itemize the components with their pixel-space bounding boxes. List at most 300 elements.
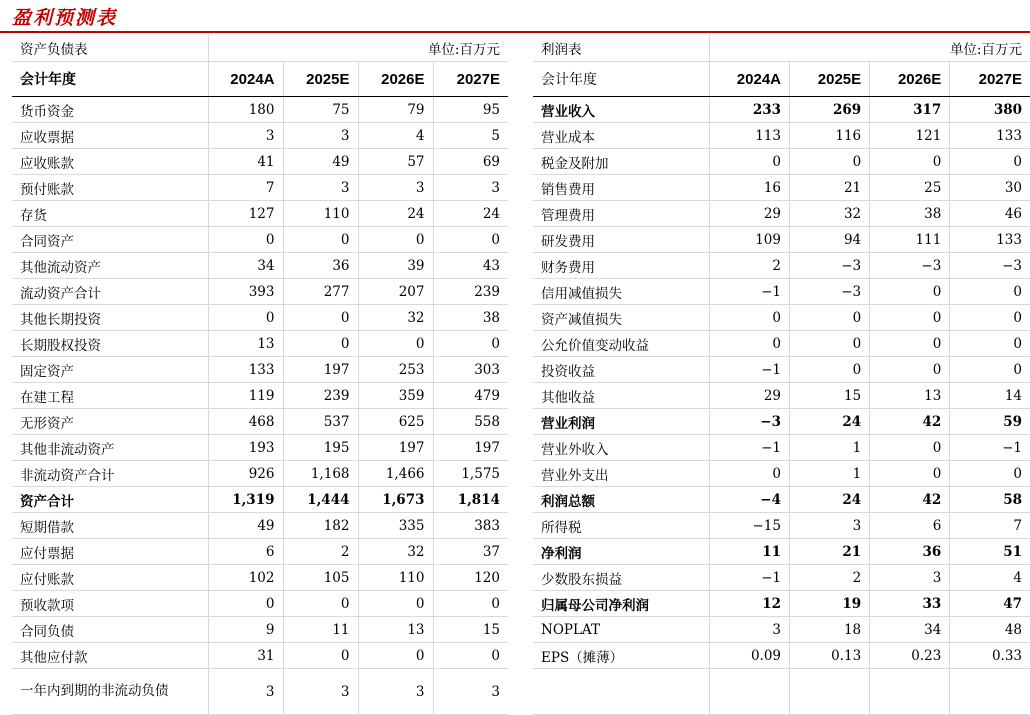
income-statement-row-label: 营业外支出: [533, 461, 709, 487]
income-statement-cell: −3: [790, 279, 870, 305]
title-bar: [0, 0, 1030, 33]
income-statement-table: [533, 35, 1030, 715]
income-statement-cell: 24: [790, 487, 870, 513]
balance-sheet-row-label: 预收款项: [12, 591, 208, 617]
income-statement-cell: −3: [709, 409, 789, 435]
balance-sheet-row: [12, 383, 508, 409]
income-statement-row: [533, 305, 1030, 331]
income-statement-cell: 14: [950, 383, 1030, 409]
title-divider: [0, 31, 1030, 33]
income-statement-cell: 116: [790, 123, 870, 149]
income-statement-cell: −1: [709, 357, 789, 383]
income-statement-row: [533, 201, 1030, 227]
balance-sheet-cell: 0: [283, 305, 358, 331]
balance-sheet-row-label: 无形资产: [12, 409, 208, 435]
income-statement-cell: 113: [709, 123, 789, 149]
balance-sheet-cell: 253: [358, 357, 433, 383]
income-statement-row: [533, 357, 1030, 383]
balance-sheet-cell: 0: [208, 227, 283, 253]
income-statement-cell: 0: [790, 305, 870, 331]
balance-sheet-row: [12, 513, 508, 539]
income-statement-cell: 121: [870, 123, 950, 149]
income-statement-cell: 51: [950, 539, 1030, 565]
balance-sheet-cell: 24: [433, 201, 508, 227]
balance-sheet-cell: 69: [433, 149, 508, 175]
income-statement-unit: 单位:百万元: [709, 35, 1030, 62]
balance-sheet-row: [12, 643, 508, 669]
income-statement-row-label: 营业收入: [533, 97, 709, 123]
income-statement-cell: 0: [950, 461, 1030, 487]
balance-sheet-row: [12, 201, 508, 227]
balance-sheet-cell: 133: [208, 357, 283, 383]
income-statement-cell: 42: [870, 487, 950, 513]
income-statement-row-label: 管理费用: [533, 201, 709, 227]
income-statement-cell: 0: [870, 149, 950, 175]
income-statement-cell: 269: [790, 97, 870, 123]
income-statement-cell: 13: [870, 383, 950, 409]
balance-sheet-name: 资产负债表: [12, 35, 208, 62]
income-statement-cell: 3: [709, 617, 789, 643]
income-statement-year: 2026E: [870, 62, 950, 97]
income-statement-year: 2025E: [790, 62, 870, 97]
income-statement-cell: 48: [950, 617, 1030, 643]
income-statement-row: [533, 617, 1030, 643]
income-statement-cell: −1: [709, 279, 789, 305]
income-statement-cell: 0: [790, 357, 870, 383]
income-statement-cell: 2: [790, 565, 870, 591]
balance-sheet-row: [12, 175, 508, 201]
balance-sheet-cell: 0: [208, 591, 283, 617]
balance-sheet-cell: 3: [208, 123, 283, 149]
income-statement-row: [533, 409, 1030, 435]
income-statement-cell: 109: [709, 227, 789, 253]
income-statement-row-label: [533, 669, 709, 715]
balance-sheet-cell: 127: [208, 201, 283, 227]
income-statement-row-label: 营业成本: [533, 123, 709, 149]
income-statement-cell: 0: [790, 331, 870, 357]
income-statement-row-label: 资产减值损失: [533, 305, 709, 331]
balance-sheet-row-label: 短期借款: [12, 513, 208, 539]
balance-sheet-cell: 197: [433, 435, 508, 461]
income-statement-cell: 3: [870, 565, 950, 591]
income-statement-row: [533, 513, 1030, 539]
income-statement-header-row: [533, 62, 1030, 97]
balance-sheet-cell: 2: [283, 539, 358, 565]
balance-sheet-row: [12, 253, 508, 279]
income-statement-cell: −1: [950, 435, 1030, 461]
income-statement-cell: [870, 669, 950, 715]
balance-sheet-cell: 75: [283, 97, 358, 123]
balance-sheet-cell: 39: [358, 253, 433, 279]
income-statement-cell: 0: [950, 357, 1030, 383]
income-statement-cell: 0: [950, 305, 1030, 331]
balance-sheet-cell: 195: [283, 435, 358, 461]
income-statement-cell: 47: [950, 591, 1030, 617]
balance-sheet-row: [12, 357, 508, 383]
balance-sheet-cell: 0: [283, 591, 358, 617]
income-statement-cell: 16: [709, 175, 789, 201]
balance-sheet-cell: 625: [358, 409, 433, 435]
income-statement-cell: 0: [709, 305, 789, 331]
balance-sheet-row-label: 应付票据: [12, 539, 208, 565]
balance-sheet-cell: 1,575: [433, 461, 508, 487]
income-statement-cell: 15: [790, 383, 870, 409]
balance-sheet-table: [12, 35, 508, 715]
income-statement-row: [533, 539, 1030, 565]
page-title: 盈利预测表: [12, 7, 118, 29]
income-statement-row-label: 财务费用: [533, 253, 709, 279]
balance-sheet-cell: 5: [433, 123, 508, 149]
balance-sheet-cell: 0: [358, 331, 433, 357]
balance-sheet-cell: 3: [358, 175, 433, 201]
balance-sheet-cell: 0: [358, 643, 433, 669]
balance-sheet-cell: 110: [358, 565, 433, 591]
income-statement-cell: [709, 669, 789, 715]
balance-sheet-cell: 57: [358, 149, 433, 175]
balance-sheet-cell: 43: [433, 253, 508, 279]
balance-sheet-row-label: 预付账款: [12, 175, 208, 201]
income-statement-year: 2024A: [709, 62, 789, 97]
income-statement-cell: 24: [790, 409, 870, 435]
income-statement-row-label: 营业外收入: [533, 435, 709, 461]
balance-sheet-row: [12, 591, 508, 617]
income-statement-cell: 1: [790, 461, 870, 487]
balance-sheet-cell: 37: [433, 539, 508, 565]
balance-sheet-cell: 102: [208, 565, 283, 591]
income-statement-cell: 233: [709, 97, 789, 123]
income-statement-row: [533, 643, 1030, 669]
income-statement-name: 利润表: [533, 35, 709, 62]
balance-sheet-cell: 13: [358, 617, 433, 643]
balance-sheet-cell: 277: [283, 279, 358, 305]
income-statement-cell: 0: [870, 357, 950, 383]
income-statement-cell: 0: [870, 279, 950, 305]
balance-sheet-cell: 383: [433, 513, 508, 539]
balance-sheet-row-label: 资产合计: [12, 487, 208, 513]
balance-sheet-row: [12, 123, 508, 149]
balance-sheet-row-label: 其他流动资产: [12, 253, 208, 279]
balance-sheet-row-label: 合同资产: [12, 227, 208, 253]
income-statement-row-label: 信用减值损失: [533, 279, 709, 305]
income-statement-cell: 21: [790, 175, 870, 201]
balance-sheet-year: 2027E: [433, 62, 508, 97]
income-statement-row-label: 所得税: [533, 513, 709, 539]
balance-sheet-header-row: [12, 62, 508, 97]
balance-sheet-row-label: 其他应付款: [12, 643, 208, 669]
table-gap: [508, 35, 533, 711]
balance-sheet-cell: 468: [208, 409, 283, 435]
income-statement-row-label: 税金及附加: [533, 149, 709, 175]
income-statement-header-label: 会计年度: [533, 62, 709, 97]
income-statement-cell: 33: [870, 591, 950, 617]
balance-sheet-row: [12, 461, 508, 487]
income-statement-row: [533, 331, 1030, 357]
balance-sheet-row-label: 其他非流动资产: [12, 435, 208, 461]
income-statement-cell: 0: [950, 149, 1030, 175]
balance-sheet-cell: 1,319: [208, 487, 283, 513]
income-statement-row-label: NOPLAT: [533, 617, 709, 643]
income-statement-cell: −1: [709, 435, 789, 461]
balance-sheet-cell: 49: [283, 149, 358, 175]
income-statement-cell: 3: [790, 513, 870, 539]
income-statement-cell: 0: [950, 279, 1030, 305]
balance-sheet-row: [12, 487, 508, 513]
income-statement-cell: 2: [709, 253, 789, 279]
income-statement-cell: 317: [870, 97, 950, 123]
balance-sheet-cell: 3: [358, 669, 433, 715]
income-statement-row-label: 少数股东损益: [533, 565, 709, 591]
balance-sheet-cell: 0: [283, 643, 358, 669]
balance-sheet-cell: 3: [433, 175, 508, 201]
income-statement-row: [533, 461, 1030, 487]
income-statement-row-label: 归属母公司净利润: [533, 591, 709, 617]
income-statement-row-label: EPS（摊薄）: [533, 643, 709, 669]
balance-sheet-cell: 32: [358, 305, 433, 331]
income-statement-row: [533, 591, 1030, 617]
balance-sheet-cell: 3: [283, 123, 358, 149]
income-statement-row: [533, 565, 1030, 591]
balance-sheet-cell: 180: [208, 97, 283, 123]
income-statement-cell: 38: [870, 201, 950, 227]
balance-sheet-cell: 182: [283, 513, 358, 539]
balance-sheet-cell: 6: [208, 539, 283, 565]
balance-sheet-cell: 3: [208, 669, 283, 715]
balance-sheet-year: 2024A: [208, 62, 283, 97]
balance-sheet-cell: 0: [358, 591, 433, 617]
balance-sheet-cell: 4: [358, 123, 433, 149]
balance-sheet-row-label: 合同负债: [12, 617, 208, 643]
balance-sheet-cell: 197: [283, 357, 358, 383]
income-statement-cell: −3: [870, 253, 950, 279]
balance-sheet-row-label: 一年内到期的非流动负债: [12, 669, 208, 715]
balance-sheet-year: 2025E: [283, 62, 358, 97]
balance-sheet-cell: 0: [283, 331, 358, 357]
income-statement-cell: 42: [870, 409, 950, 435]
balance-sheet-cell: 926: [208, 461, 283, 487]
balance-sheet-row-label: 其他长期投资: [12, 305, 208, 331]
balance-sheet-cell: 303: [433, 357, 508, 383]
income-statement-cell: 1: [790, 435, 870, 461]
income-statement-row: [533, 175, 1030, 201]
income-statement-row-label: 利润总额: [533, 487, 709, 513]
balance-sheet-cell: 0: [433, 643, 508, 669]
balance-sheet-cell: 15: [433, 617, 508, 643]
income-statement-cell: 25: [870, 175, 950, 201]
balance-sheet-cell: 41: [208, 149, 283, 175]
income-statement-cell: 0.13: [790, 643, 870, 669]
income-statement-year: 2027E: [950, 62, 1030, 97]
income-statement-row: [533, 279, 1030, 305]
income-statement-cell: 46: [950, 201, 1030, 227]
balance-sheet-cell: 120: [433, 565, 508, 591]
balance-sheet-row: [12, 279, 508, 305]
income-statement-cell: 29: [709, 383, 789, 409]
income-statement-row-label: 营业利润: [533, 409, 709, 435]
income-statement-cell: 18: [790, 617, 870, 643]
income-statement-cell: 58: [950, 487, 1030, 513]
balance-sheet-cell: 0: [433, 331, 508, 357]
income-statement-cell: 21: [790, 539, 870, 565]
balance-sheet-row-label: 非流动资产合计: [12, 461, 208, 487]
income-statement-cell: 29: [709, 201, 789, 227]
income-statement-cell: 0: [709, 331, 789, 357]
income-statement-cell: 7: [950, 513, 1030, 539]
balance-sheet-cell: 239: [283, 383, 358, 409]
balance-sheet-row-label: 应收票据: [12, 123, 208, 149]
income-statement-row: [533, 149, 1030, 175]
balance-sheet-cell: 95: [433, 97, 508, 123]
balance-sheet-year: 2026E: [358, 62, 433, 97]
balance-sheet-row: [12, 227, 508, 253]
income-statement-cell: 0: [790, 149, 870, 175]
balance-sheet-cell: 558: [433, 409, 508, 435]
income-statement-row-label: 公允价值变动收益: [533, 331, 709, 357]
income-statement-cell: 19: [790, 591, 870, 617]
balance-sheet-cell: 335: [358, 513, 433, 539]
income-statement-caption-row: [533, 35, 1030, 62]
income-statement-cell: 0: [870, 331, 950, 357]
balance-sheet-cell: 11: [283, 617, 358, 643]
income-statement-cell: 0.09: [709, 643, 789, 669]
balance-sheet-cell: 1,444: [283, 487, 358, 513]
income-statement-cell: 6: [870, 513, 950, 539]
balance-sheet-row-label: 货币资金: [12, 97, 208, 123]
income-statement-cell: 0: [870, 461, 950, 487]
balance-sheet-row-label: 长期股权投资: [12, 331, 208, 357]
balance-sheet-header-label: 会计年度: [12, 62, 208, 97]
balance-sheet-cell: 105: [283, 565, 358, 591]
income-statement-cell: [950, 669, 1030, 715]
balance-sheet-cell: 1,168: [283, 461, 358, 487]
income-statement-cell: 0.33: [950, 643, 1030, 669]
income-statement-row-label: 净利润: [533, 539, 709, 565]
balance-sheet-cell: 0: [358, 227, 433, 253]
balance-sheet-row-label: 应收账款: [12, 149, 208, 175]
income-statement-cell: 380: [950, 97, 1030, 123]
income-statement-cell: 0: [709, 149, 789, 175]
income-statement-cell: 94: [790, 227, 870, 253]
balance-sheet-cell: 38: [433, 305, 508, 331]
balance-sheet-cell: 197: [358, 435, 433, 461]
balance-sheet-cell: 0: [208, 305, 283, 331]
balance-sheet-cell: 24: [358, 201, 433, 227]
balance-sheet-cell: 0: [433, 227, 508, 253]
balance-sheet-row: [12, 617, 508, 643]
balance-sheet-cell: 193: [208, 435, 283, 461]
balance-sheet-row: [12, 97, 508, 123]
balance-sheet-row: [12, 149, 508, 175]
income-statement-row: [533, 669, 1030, 715]
income-statement-cell: −3: [790, 253, 870, 279]
income-statement-cell: 0: [870, 305, 950, 331]
balance-sheet-row: [12, 305, 508, 331]
income-statement-row: [533, 253, 1030, 279]
income-statement-cell: −1: [709, 565, 789, 591]
income-statement-cell: −3: [950, 253, 1030, 279]
balance-sheet-cell: 13: [208, 331, 283, 357]
balance-sheet-cell: 110: [283, 201, 358, 227]
income-statement-cell: 32: [790, 201, 870, 227]
balance-sheet-cell: 0: [283, 227, 358, 253]
balance-sheet-cell: 479: [433, 383, 508, 409]
balance-sheet-row: [12, 565, 508, 591]
balance-sheet-cell: 3: [283, 669, 358, 715]
balance-sheet-cell: 3: [433, 669, 508, 715]
balance-sheet-row-label: 固定资产: [12, 357, 208, 383]
balance-sheet-row-label: 流动资产合计: [12, 279, 208, 305]
income-statement-cell: [790, 669, 870, 715]
income-statement-row: [533, 383, 1030, 409]
balance-sheet-cell: 1,466: [358, 461, 433, 487]
income-statement-cell: 0: [950, 331, 1030, 357]
income-statement-cell: 12: [709, 591, 789, 617]
income-statement-cell: 0: [709, 461, 789, 487]
income-statement-cell: 59: [950, 409, 1030, 435]
balance-sheet-cell: 0: [433, 591, 508, 617]
income-statement-cell: 0.23: [870, 643, 950, 669]
balance-sheet-cell: 207: [358, 279, 433, 305]
income-statement-cell: 34: [870, 617, 950, 643]
income-statement-row-label: 投资收益: [533, 357, 709, 383]
balance-sheet-cell: 3: [283, 175, 358, 201]
income-statement-cell: 111: [870, 227, 950, 253]
income-statement-cell: 4: [950, 565, 1030, 591]
balance-sheet-cell: 1,814: [433, 487, 508, 513]
income-statement-row: [533, 97, 1030, 123]
balance-sheet-cell: 239: [433, 279, 508, 305]
balance-sheet-row: [12, 669, 508, 715]
balance-sheet-cell: 537: [283, 409, 358, 435]
balance-sheet-row: [12, 331, 508, 357]
income-statement-cell: 30: [950, 175, 1030, 201]
balance-sheet-cell: 1,673: [358, 487, 433, 513]
income-statement-row: [533, 487, 1030, 513]
income-statement-row: [533, 435, 1030, 461]
balance-sheet-cell: 79: [358, 97, 433, 123]
balance-sheet-row: [12, 409, 508, 435]
balance-sheet-row-label: 应付账款: [12, 565, 208, 591]
income-statement-cell: 36: [870, 539, 950, 565]
income-statement-cell: −15: [709, 513, 789, 539]
income-statement-cell: 133: [950, 123, 1030, 149]
balance-sheet-cell: 359: [358, 383, 433, 409]
balance-sheet-cell: 119: [208, 383, 283, 409]
balance-sheet-cell: 9: [208, 617, 283, 643]
balance-sheet-unit: 单位:百万元: [208, 35, 508, 62]
balance-sheet-row-label: 存货: [12, 201, 208, 227]
balance-sheet-cell: 49: [208, 513, 283, 539]
balance-sheet-row: [12, 435, 508, 461]
income-statement-row-label: 研发费用: [533, 227, 709, 253]
income-statement-cell: 11: [709, 539, 789, 565]
balance-sheet-row-label: 在建工程: [12, 383, 208, 409]
income-statement-row-label: 其他收益: [533, 383, 709, 409]
income-statement-cell: 0: [870, 435, 950, 461]
income-statement-row: [533, 123, 1030, 149]
balance-sheet-cell: 7: [208, 175, 283, 201]
income-statement-row-label: 销售费用: [533, 175, 709, 201]
balance-sheet-caption-row: [12, 35, 508, 62]
balance-sheet-cell: 393: [208, 279, 283, 305]
balance-sheet-cell: 31: [208, 643, 283, 669]
balance-sheet-cell: 32: [358, 539, 433, 565]
balance-sheet-cell: 36: [283, 253, 358, 279]
income-statement-row: [533, 227, 1030, 253]
balance-sheet-row: [12, 539, 508, 565]
income-statement-cell: −4: [709, 487, 789, 513]
income-statement-cell: 133: [950, 227, 1030, 253]
balance-sheet-cell: 34: [208, 253, 283, 279]
